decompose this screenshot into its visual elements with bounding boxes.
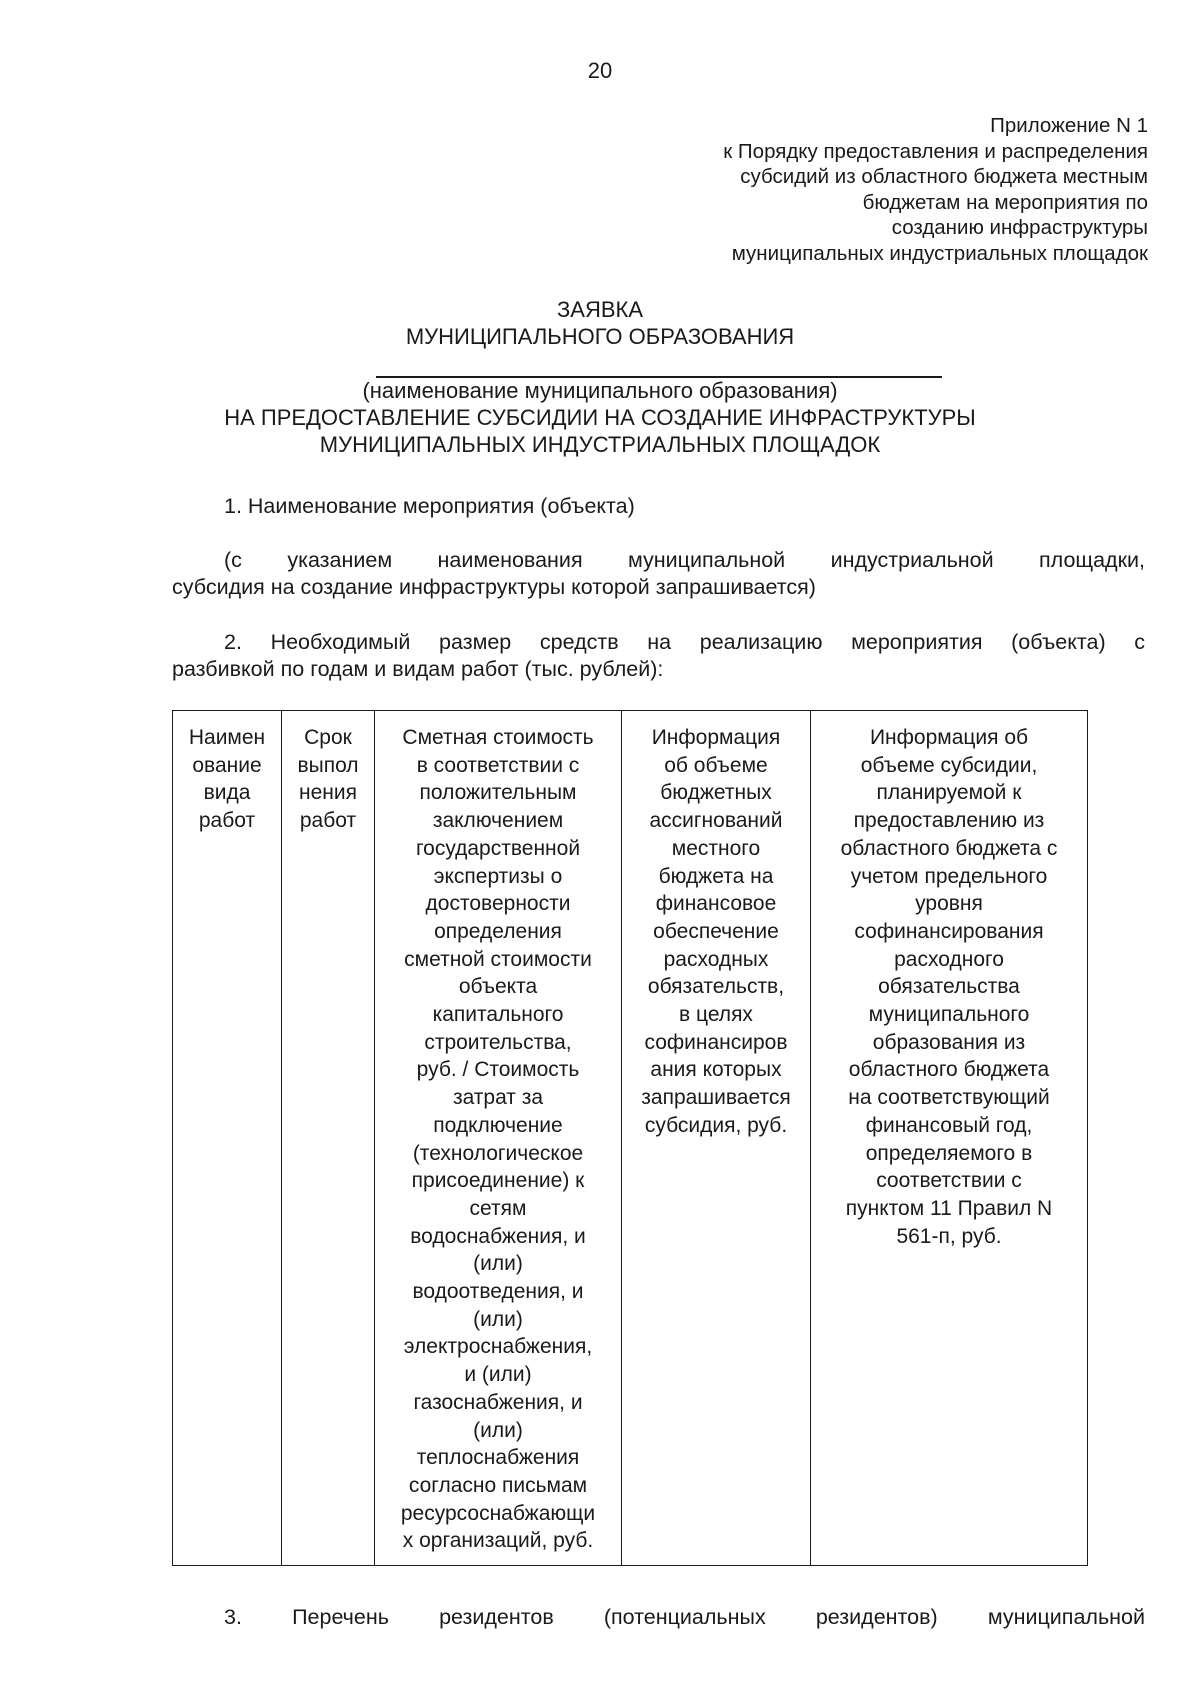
header-work-period (282, 711, 375, 1566)
header-cell-line: уровня (915, 892, 983, 916)
header-cell-line: об объеме (664, 753, 768, 777)
header-cell-line: в целях (679, 1003, 753, 1027)
header-cell-line: местного (671, 836, 761, 860)
title-line-4: МУНИЦИПАЛЬНЫХ ИНДУСТРИАЛЬНЫХ ПЛОЩАДОК (319, 432, 881, 457)
appendix-line: бюджетам на мероприятия по (862, 190, 1148, 214)
header-cell-line: присоединение) к (411, 1169, 585, 1193)
header-cell-line: объеме субсидии, (860, 753, 1038, 777)
header-local-budget (622, 711, 811, 1566)
header-cell-line: сметной стоимости (404, 947, 592, 971)
header-cell-line: подключение (433, 1113, 563, 1137)
header-cell-line: экспертизы о (433, 864, 563, 888)
header-cell-line: (или) (473, 1307, 523, 1331)
section-2-line-1: 2. Необходимый размер средств на реализацию мероприятия (объекта) с (224, 630, 1145, 654)
header-cell-line: софинансиров (644, 1030, 788, 1054)
table-header-row (173, 711, 1088, 1566)
header-cell-line: руб. / Стоимость (416, 1058, 580, 1082)
header-cell-line: финансовое (655, 892, 777, 916)
section-1-note-line-1: (с указанием наименования муниципальной индустриальной площадки, (224, 548, 1145, 572)
header-cell-line: Сметная стоимость (402, 726, 594, 749)
header-cell-line: Срок (304, 726, 352, 749)
header-cell-line: сетям (469, 1196, 527, 1220)
header-cell-line: государственной (415, 836, 581, 860)
header-cell-line: положительным (419, 781, 577, 805)
header-cell-line: финансовый год, (865, 1113, 1033, 1137)
header-subsidy-amount (811, 711, 1088, 1566)
appendix-line: к Порядку предоставления и распределения (723, 139, 1148, 163)
header-estimated-cost (375, 711, 622, 1566)
header-cell-line: работ (198, 809, 256, 833)
page-number: 20 (587, 58, 613, 83)
header-cell-line: софинансирования (854, 919, 1044, 943)
header-cell-line: определения (434, 919, 562, 943)
header-cell-line: и (или) (464, 1363, 532, 1387)
document-subtitle (0, 377, 1200, 458)
header-cell-line: Информация (651, 726, 781, 749)
header-cell-line: нения (299, 781, 357, 805)
header-cell-line: капитального (432, 1003, 564, 1027)
appendix-header (628, 113, 1148, 266)
header-cell-line: образования из (872, 1030, 1026, 1054)
title-line-2: МУНИЦИПАЛЬНОГО ОБРАЗОВАНИЯ (405, 324, 795, 349)
header-cell-line: субсидия, руб. (644, 1113, 788, 1137)
header-cell-line: (технологическое (412, 1141, 584, 1165)
appendix-line: субсидий из областного бюджета местным (740, 165, 1148, 188)
header-cell-line: теплоснабжения (416, 1446, 580, 1470)
header-cell-line: планируемой к (876, 781, 1022, 805)
section-2-line-2: разбивкой по годам и видам работ (тыс. рублей): (172, 657, 664, 681)
header-cell-line: на соответствующий (848, 1086, 1050, 1110)
header-cell-line: расходных (663, 947, 769, 971)
header-cell-line: строительства, (424, 1030, 572, 1054)
document-title (0, 296, 1200, 350)
header-cell-line: обязательств, (647, 975, 785, 999)
appendix-line: Приложение N 1 (990, 114, 1148, 137)
header-cell-line: (или) (473, 1252, 523, 1276)
header-cell-line: газоснабжения, и (413, 1390, 583, 1414)
section-3-heading: 3. Перечень резидентов (потенциальных резидентов) муниципальной (224, 1605, 1145, 1629)
header-cell-line: водоотведения, и (412, 1280, 584, 1304)
header-cell-line: затрат за (452, 1086, 544, 1110)
section-1-note-line-2: субсидия на создание инфраструктуры которой запрашивается) (172, 575, 816, 599)
header-cell-line: согласно письмам (408, 1473, 588, 1497)
header-cell-line: определяемого в (865, 1141, 1033, 1165)
header-cell-line: бюджета на (658, 864, 774, 888)
header-cell-line: достоверности (425, 892, 571, 916)
header-cell-line: ассигнований (649, 809, 783, 833)
header-cell-line: вида (203, 781, 251, 805)
works-cost-table (172, 710, 1088, 1566)
header-cell-line: обеспечение (653, 919, 779, 943)
header-cell-line: областного бюджета с (840, 836, 1058, 860)
section-1-heading: 1. Наименование мероприятия (объекта) (224, 494, 635, 518)
section-1-note (172, 547, 1145, 601)
header-cell-line: расходного (894, 947, 1004, 971)
header-cell-line: запрашивается (641, 1086, 791, 1110)
header-cell-line: объекта (458, 975, 538, 999)
header-cell-line: муниципального (868, 1003, 1030, 1027)
header-cell-line: (или) (473, 1418, 523, 1442)
header-cell-line: соответствии с (876, 1169, 1022, 1193)
header-cell-line: бюджетных (660, 781, 772, 805)
header-cell-line: предоставлению из (853, 809, 1045, 833)
header-cell-line: ания которых (650, 1058, 782, 1082)
title-line-3: НА ПРЕДОСТАВЛЕНИЕ СУБСИДИИ НА СОЗДАНИЕ ИНФРАСТРУКТУРЫ (224, 405, 976, 430)
header-cell-line: учетом предельного (850, 864, 1048, 888)
header-cell-line: ование (192, 753, 262, 777)
section-2-text (172, 629, 1145, 683)
header-cell-line: 561-п, руб. (896, 1224, 1002, 1248)
header-cell-line: областного бюджета (848, 1058, 1050, 1082)
appendix-line: созданию инфраструктуры (891, 216, 1148, 239)
header-cell-line: обязательства (878, 975, 1020, 999)
header-cell-line: водоснабжения, и (410, 1224, 586, 1248)
header-cell-line: электроснабжения, (403, 1335, 593, 1359)
municipality-name-hint: (наименование муниципального образования) (362, 378, 838, 403)
header-cell-line: работ (299, 809, 357, 833)
header-cell-line: х организаций, руб. (402, 1529, 594, 1553)
header-cell-line: Информация об (869, 726, 1029, 749)
header-work-type (173, 711, 282, 1566)
header-cell-line: в соответствии с (416, 753, 580, 777)
header-cell-line: Наимен (188, 726, 266, 749)
title-line-1: ЗАЯВКА (556, 297, 643, 322)
header-cell-line: выпол (297, 753, 359, 777)
header-cell-line: заключением (432, 809, 564, 833)
header-cell-line: ресурсоснабжающи (400, 1501, 596, 1525)
header-cell-line: пунктом 11 Правил N (845, 1196, 1053, 1220)
appendix-line: муниципальных индустриальных площадок (731, 241, 1148, 265)
